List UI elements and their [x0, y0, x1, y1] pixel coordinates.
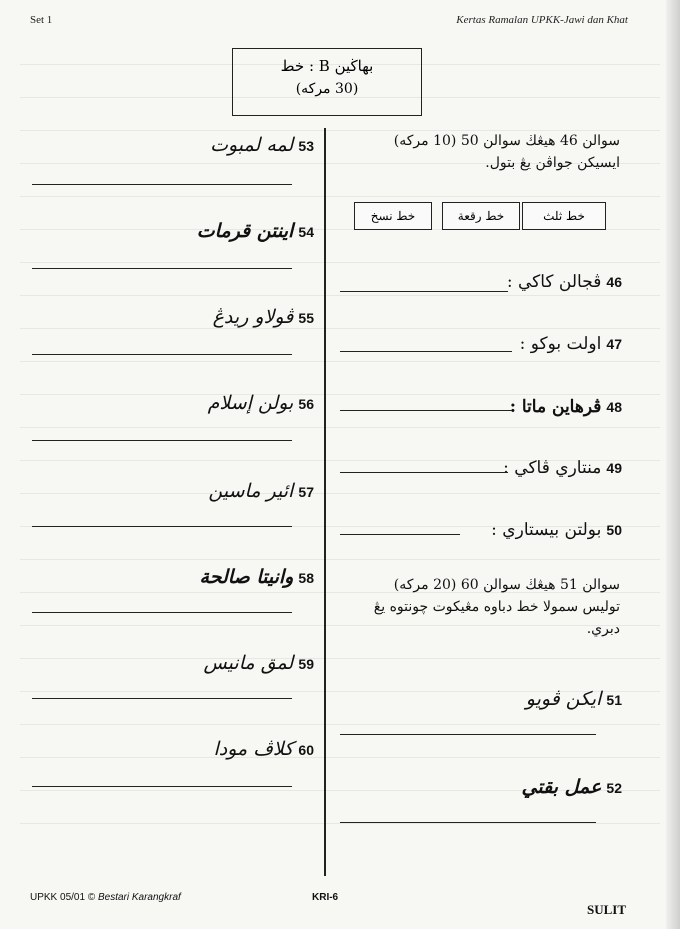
question-text: بولتن بيستاري :	[491, 520, 602, 540]
khat-sample: کلاڤ مودا	[213, 738, 294, 760]
question-number: 53	[298, 138, 314, 154]
question-number: 56	[298, 396, 314, 412]
answer-line-48[interactable]	[340, 410, 512, 411]
question-52	[522, 776, 622, 798]
question-53	[210, 134, 314, 156]
answer-line-50[interactable]	[340, 534, 460, 535]
question-number: 46	[606, 274, 622, 290]
instruction-block-1	[330, 130, 620, 174]
khat-option-riqah: خط رقعة	[442, 202, 520, 230]
question-57	[208, 480, 314, 502]
question-49	[503, 458, 622, 478]
instruction-block-2	[330, 574, 620, 640]
question-text: ڤجالن کاکي :	[506, 272, 602, 292]
footer-page: KRI-6	[312, 892, 339, 903]
question-58	[200, 566, 314, 588]
column-divider	[324, 128, 326, 876]
khat-sample: لمق مانيس	[203, 652, 294, 674]
question-48	[510, 397, 622, 417]
instruction-2b: توليس سمولا خط دباوه مڠيکوت چونتوه يڠ	[373, 599, 620, 615]
question-number: 54	[298, 224, 314, 240]
question-number: 57	[298, 484, 314, 500]
answer-line-49[interactable]	[340, 472, 508, 473]
instruction-1: سوالن 46 هيڠڬ سوالن 50 (10 مرکه)	[393, 133, 620, 149]
question-number: 49	[606, 460, 622, 476]
question-number: 48	[606, 399, 622, 415]
writing-line-54[interactable]	[32, 268, 292, 269]
question-number: 55	[298, 310, 314, 326]
writing-line-60[interactable]	[32, 786, 292, 787]
instruction-2: سوالن 51 هيڠڬ سوالن 60 (20 مرکه)	[393, 577, 620, 593]
writing-line-56[interactable]	[32, 440, 292, 441]
writing-line-55[interactable]	[32, 354, 292, 355]
khat-sample: لمه لمبوت	[210, 134, 294, 156]
answer-line-47[interactable]	[340, 351, 512, 352]
writing-line-53[interactable]	[32, 184, 292, 185]
set-label: Set 1	[30, 14, 53, 26]
section-title: بهاڬين B : خط	[280, 57, 374, 75]
khat-sample: اينتن قرمات	[196, 220, 294, 242]
section-title-box	[232, 48, 422, 116]
question-number: 59	[298, 656, 314, 672]
khat-option-thuluth: خط ثلث	[522, 202, 606, 230]
paper-title: Kertas Ramalan UPKK-Jawi dan Khat	[456, 14, 628, 26]
writing-line-59[interactable]	[32, 698, 292, 699]
question-number: 52	[606, 780, 622, 796]
question-number: 47	[606, 336, 622, 352]
writing-line-52[interactable]	[340, 822, 596, 823]
khat-sample: بولن إسلام	[207, 392, 294, 414]
khat-sample: ڤولاو ريدڠ	[212, 306, 294, 328]
footer-code	[30, 892, 181, 903]
question-number: 51	[606, 692, 622, 708]
khat-sample: وانيتا صالحة	[199, 566, 294, 588]
khat-option-naskh: خط نسخ	[354, 202, 432, 230]
answer-line-46[interactable]	[340, 291, 508, 292]
instruction-2c: دبري.	[586, 621, 620, 637]
footer-publisher: Bestari Karangkraf	[97, 892, 181, 903]
khat-sample: ائير ماسين	[208, 480, 294, 502]
section-marks: (30 مرکه)	[295, 81, 359, 97]
question-60	[213, 738, 314, 760]
question-number: 60	[298, 742, 314, 758]
writing-line-57[interactable]	[32, 526, 292, 527]
question-54	[197, 220, 314, 242]
question-51	[526, 688, 622, 710]
question-46	[507, 272, 622, 292]
footer-code-text: UPKK 05/01 ©	[30, 892, 96, 903]
page-edge-shadow	[666, 0, 680, 929]
question-59	[203, 652, 314, 674]
question-text: اولت بوکو :	[519, 334, 602, 354]
khat-sample: ايکن ڤويو	[525, 688, 602, 710]
footer-status: SULIT	[586, 902, 626, 917]
question-text: ڤرهاين ماتا :	[509, 397, 602, 417]
instruction-1b: ايسيکن جواڤن يڠ بتول.	[485, 155, 620, 171]
writing-line-58[interactable]	[32, 612, 292, 613]
question-50	[491, 520, 622, 540]
question-55	[213, 306, 314, 328]
question-56	[208, 392, 314, 414]
question-number: 58	[298, 570, 314, 586]
question-text: منتاري ڤاکي :	[503, 458, 602, 478]
question-number: 50	[606, 522, 622, 538]
question-47	[520, 334, 622, 354]
writing-line-51[interactable]	[340, 734, 596, 735]
khat-sample: عمل بقتي	[521, 776, 602, 798]
